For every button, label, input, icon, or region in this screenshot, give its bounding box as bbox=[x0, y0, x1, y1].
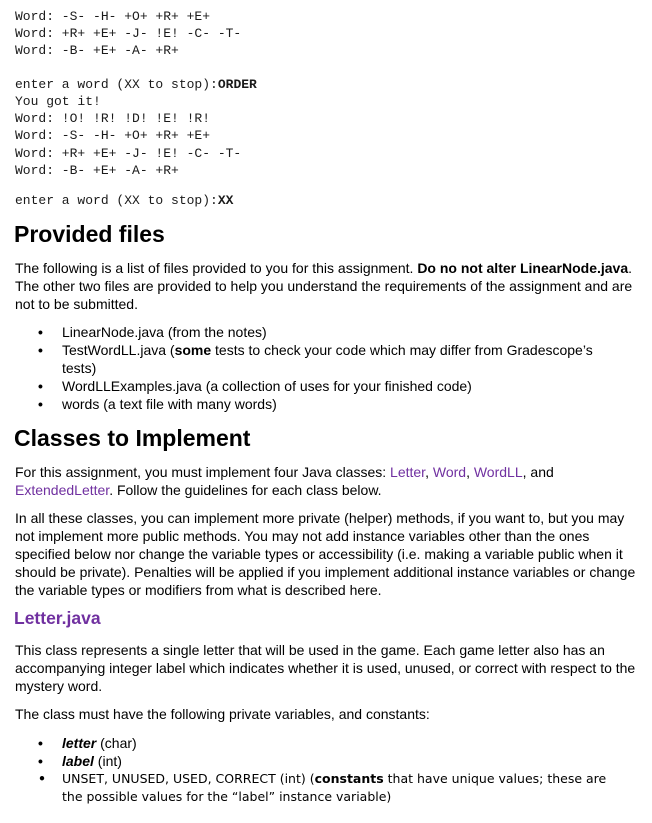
provided-files-list bbox=[38, 323, 628, 413]
bullet-icon: • bbox=[38, 771, 46, 786]
intro-text: . The other two files are provided to help you understand the requirements of the assignment and are not to be submitted. bbox=[15, 260, 633, 312]
code-line: You got it! bbox=[15, 94, 101, 109]
code-line: Word: -B- +E+ -A- +R+ bbox=[15, 43, 179, 58]
class-name-letter: Letter bbox=[390, 464, 426, 480]
code-prompt: enter a word (XX to stop): bbox=[15, 193, 218, 208]
intro-bold-text: Do no not alter LinearNode.java bbox=[417, 260, 629, 276]
variable-type: (char) bbox=[96, 735, 137, 751]
paragraph-text: . Follow the guidelines for each class below. bbox=[109, 482, 382, 498]
intro-text: The following is a list of files provided to you for this assignment. bbox=[15, 260, 418, 276]
list-item-text: tests to check your code which may differ from Gradescope’s tests) bbox=[62, 342, 593, 376]
variable-name: letter bbox=[62, 735, 97, 751]
list-item-bold-text: some bbox=[174, 342, 212, 358]
code-line: Word: !O! !R! !D! !E! !R! bbox=[15, 111, 211, 126]
constants-bold-text: constants bbox=[314, 771, 384, 786]
section-heading-classes: Classes to Implement bbox=[14, 425, 251, 451]
classes-intro bbox=[15, 463, 640, 499]
code-prompt-line bbox=[15, 192, 233, 209]
letter-constants-list bbox=[38, 770, 628, 806]
code-line: Word: +R+ +E+ -J- !E! -C- -T- bbox=[15, 146, 242, 161]
classes-rules-paragraph: In all these classes, you can implement more private (helper) methods, if you want to, but you may not implement more public methods. You may not add instance variables other than the ones specified below nor change the variable types or accessibility (i.e. making a variable public when it should be private). Penalties will be applied if you implement additional instance variables or change the variable types or modifiers from what is described here. bbox=[15, 510, 636, 598]
separator-text: , bbox=[425, 464, 433, 480]
list-item bbox=[38, 323, 628, 341]
code-user-input: ORDER bbox=[217, 77, 257, 92]
list-item bbox=[38, 770, 628, 806]
code-prompt: enter a word (XX to stop): bbox=[15, 77, 218, 92]
list-item bbox=[38, 752, 628, 770]
variable-type: (int) bbox=[93, 753, 122, 769]
list-item bbox=[38, 341, 628, 377]
paragraph-text: For this assignment, you must implement four Java classes: bbox=[15, 464, 391, 480]
subsection-heading-letter-java: Letter.java bbox=[14, 608, 101, 628]
class-name-extendedletter: ExtendedLetter bbox=[15, 482, 110, 498]
list-item bbox=[38, 377, 628, 395]
code-prompt-line bbox=[15, 76, 257, 93]
section-heading-provided-files: Provided files bbox=[14, 221, 165, 247]
bullet-icon: • bbox=[38, 324, 43, 340]
list-item bbox=[38, 395, 628, 413]
variable-name: label bbox=[62, 753, 94, 769]
letter-description: This class represents a single letter that will be used in the game. Each game letter also has an accompanying integer label which indicates whether it is used, unused, or correct with respect to the mystery word. bbox=[15, 642, 636, 694]
code-line: Word: -S- -H- +O+ +R+ +E+ bbox=[15, 9, 211, 24]
separator-text: , bbox=[466, 464, 474, 480]
code-line: Word: +R+ +E+ -J- !E! -C- -T- bbox=[15, 26, 242, 41]
separator-text: , and bbox=[522, 464, 554, 480]
bullet-icon: • bbox=[38, 378, 43, 394]
class-name-word: Word bbox=[432, 464, 467, 480]
constants-text: UNSET, UNUSED, USED, CORRECT (int) ( bbox=[62, 771, 315, 786]
constants-text: that have unique values; these are the possible values for the “label” instance variable) bbox=[62, 771, 607, 804]
list-item bbox=[38, 734, 628, 752]
list-item-text: WordLLExamples.java (a collection of uses for your finished code) bbox=[62, 378, 472, 394]
list-item-text: LinearNode.java (from the notes) bbox=[62, 324, 267, 340]
letter-variables-list bbox=[38, 734, 628, 770]
bullet-icon: • bbox=[38, 735, 43, 751]
provided-files-intro bbox=[15, 259, 640, 313]
bullet-icon: • bbox=[38, 753, 43, 769]
bullet-icon: • bbox=[38, 342, 43, 358]
code-line: Word: -B- +E+ -A- +R+ bbox=[15, 163, 179, 178]
code-user-input: XX bbox=[217, 193, 234, 208]
list-item-text: TestWordLL.java ( bbox=[62, 342, 175, 358]
class-name-wordll: WordLL bbox=[473, 464, 523, 480]
bullet-icon: • bbox=[38, 396, 43, 412]
list-item-text: words (a text file with many words) bbox=[62, 396, 277, 412]
letter-variables-intro: The class must have the following private variables, and constants: bbox=[15, 706, 430, 722]
code-line: Word: -S- -H- +O+ +R+ +E+ bbox=[15, 128, 211, 143]
